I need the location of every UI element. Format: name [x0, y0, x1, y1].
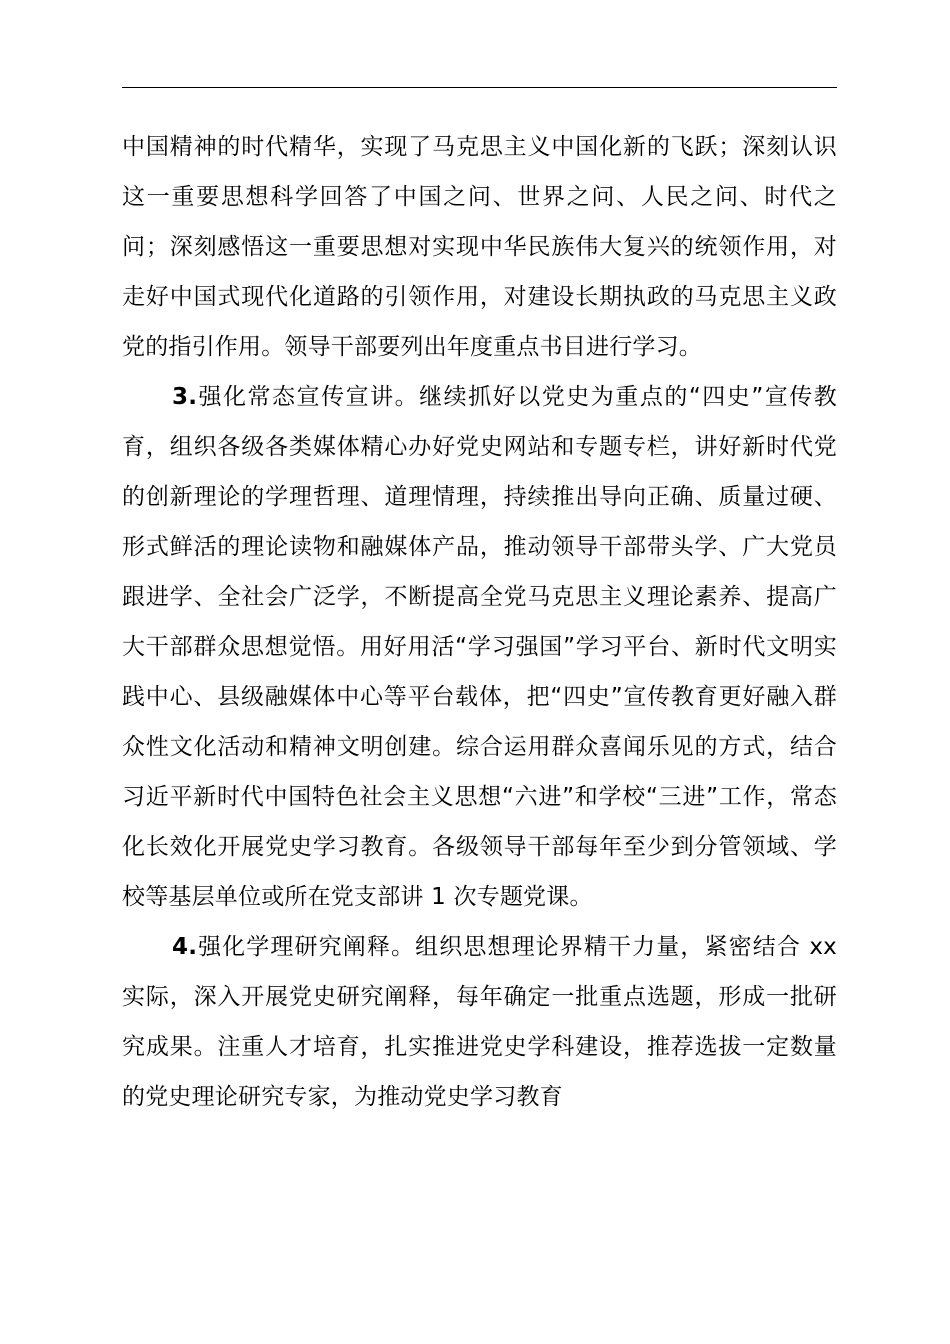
item-number: 4.	[172, 934, 198, 960]
paragraph-text: 强化常态宣传宣讲。继续抓好以党史为重点的“四史”宣传教育，组织各级各类媒体精心办好党史网站和专题专栏，讲好新时代党的创新理论的学理哲理、道理情理，持续推出导向正确、质量过硬、形式鲜活的理论读物和融媒体产品，推动领导干部带头学、广大党员跟进学、全社会广泛学，不断提高全党马克思主义理论素养、提高广大干部群众思想觉悟。用好用活“学习强国”学习平台、新时代文明实践中心、县级融媒体中心等平台载体，把“四史”宣传教育更好融入群众性文化活动和精神文明创建。综合运用群众喜闻乐见的方式，结合习近平新时代中国特色社会主义思想“六进”和学校“三进”工作，常态化长效化开展党史学习教育。各级领导干部每年至少到分管领域、学校等基层单位或所在党支部讲 1 次专题党课。	[122, 384, 837, 910]
paragraph-text: 强化学理研究阐释。组织思想理论界精干力量，紧密结合 xx 实际，深入开展党史研究阐释，每年确定一批重点选题，形成一批研究成果。注重人才培育，扎实推进党史学科建设，推荐选拔一定数量的党史理论研究专家，为推动党史学习教育	[122, 934, 837, 1110]
paragraph-continuation	[122, 122, 837, 372]
paragraph-item-4	[122, 922, 837, 1122]
header-rule	[122, 87, 837, 88]
paragraph-text: 中国精神的时代精华，实现了马克思主义中国化新的飞跃；深刻认识这一重要思想科学回答了中国之问、世界之问、人民之问、时代之问；深刻感悟这一重要思想对实现中华民族伟大复兴的统领作用，对走好中国式现代化道路的引领作用，对建设长期执政的马克思主义政党的指引作用。领导干部要列出年度重点书目进行学习。	[122, 134, 837, 360]
item-number: 3.	[172, 384, 198, 410]
paragraph-item-3	[122, 372, 837, 922]
document-body	[122, 122, 837, 1122]
